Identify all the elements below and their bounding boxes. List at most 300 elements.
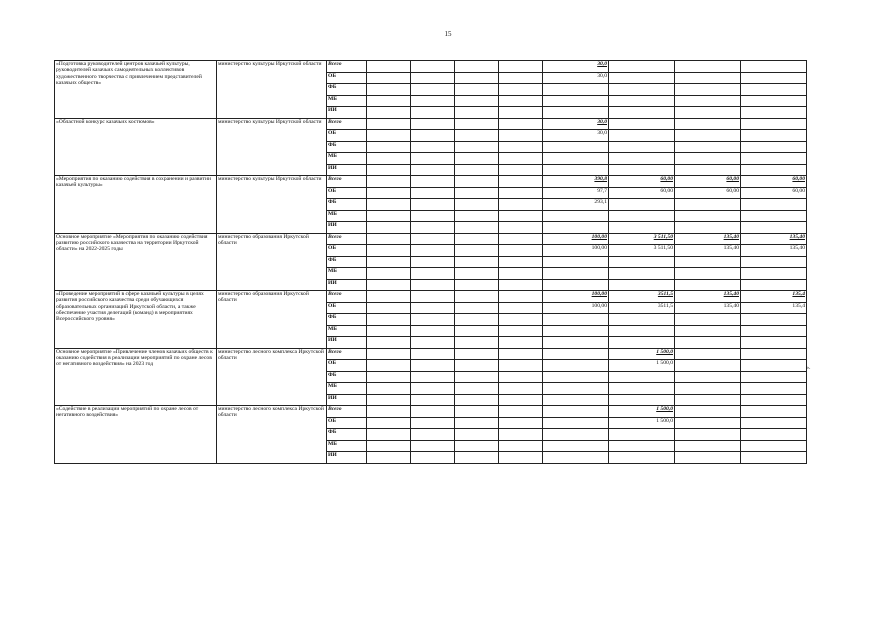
amount-cell [455, 141, 499, 153]
amount-cell [455, 164, 499, 176]
amount-cell [367, 164, 411, 176]
funding-source-cell: МБ [327, 210, 367, 222]
amount-cell [741, 153, 807, 165]
amount-cell [367, 452, 411, 464]
amount-cell [741, 84, 807, 96]
amount-cell [367, 199, 411, 211]
amount-cell: 135,40 [741, 245, 807, 257]
amount-cell [675, 95, 741, 107]
funding-source-cell: Всего [327, 406, 367, 418]
amount-cell [675, 325, 741, 337]
funding-source-cell: ОБ [327, 360, 367, 372]
amount-cell [455, 210, 499, 222]
amount-cell [499, 325, 543, 337]
amount-cell [543, 417, 609, 429]
amount-cell [411, 256, 455, 268]
budget-table [54, 60, 807, 464]
amount-cell [499, 406, 543, 418]
table-row [55, 291, 807, 303]
amount-cell [411, 245, 455, 257]
amount-cell [411, 130, 455, 142]
amount-cell [609, 337, 675, 349]
amount-cell [741, 61, 807, 73]
amount-cell [411, 268, 455, 280]
amount-cell [675, 153, 741, 165]
amount-cell [411, 164, 455, 176]
funding-source-cell: ИИ [327, 279, 367, 291]
amount-cell [741, 371, 807, 383]
amount-cell [411, 302, 455, 314]
amount-cell [609, 383, 675, 395]
amount-cell [609, 141, 675, 153]
amount-cell [675, 141, 741, 153]
funding-source-cell: Всего [327, 291, 367, 303]
amount-cell [675, 118, 741, 130]
amount-cell [741, 406, 807, 418]
amount-cell [609, 107, 675, 119]
funding-source-cell: МБ [327, 440, 367, 452]
amount-cell [543, 95, 609, 107]
activity-name-cell: Основное мероприятие «Привлечение членов казачьих обществ к оказанию содействия в реализации мероприятий по охране лесов от негативного воздействия» на 2023 год [55, 348, 217, 406]
amount-cell [411, 360, 455, 372]
amount-cell: 1 500,0 [609, 360, 675, 372]
amount-cell [455, 325, 499, 337]
amount-cell [543, 371, 609, 383]
amount-cell [499, 210, 543, 222]
amount-cell [675, 406, 741, 418]
amount-cell [455, 417, 499, 429]
amount-cell [675, 268, 741, 280]
amount-cell [367, 153, 411, 165]
amount-cell [455, 84, 499, 96]
amount-cell [499, 440, 543, 452]
amount-cell [411, 210, 455, 222]
amount-cell [411, 452, 455, 464]
executor-cell: министерство образования Иркутской области [217, 291, 327, 349]
amount-cell [411, 291, 455, 303]
amount-cell: 135,40 [675, 302, 741, 314]
amount-cell [499, 337, 543, 349]
amount-cell [367, 118, 411, 130]
amount-cell: 3 511,50 [609, 233, 675, 245]
amount-cell [741, 360, 807, 372]
amount-cell [609, 164, 675, 176]
amount-cell [675, 164, 741, 176]
amount-cell [741, 337, 807, 349]
funding-source-cell: Всего [327, 348, 367, 360]
funding-source-cell: ИИ [327, 107, 367, 119]
amount-cell [455, 383, 499, 395]
amount-cell [499, 245, 543, 257]
amount-cell: 100,00 [543, 245, 609, 257]
amount-cell [411, 233, 455, 245]
amount-cell: 30,0 [543, 118, 609, 130]
amount-cell [609, 256, 675, 268]
amount-cell: 30,0 [543, 72, 609, 84]
amount-cell [455, 279, 499, 291]
amount-cell [367, 360, 411, 372]
amount-cell [543, 268, 609, 280]
amount-cell [499, 268, 543, 280]
amount-cell [411, 118, 455, 130]
amount-cell [455, 107, 499, 119]
amount-cell [609, 314, 675, 326]
amount-cell [609, 452, 675, 464]
amount-cell [499, 256, 543, 268]
amount-cell [609, 95, 675, 107]
amount-cell [609, 429, 675, 441]
amount-cell [367, 417, 411, 429]
closing-quote-mark: ». [806, 365, 811, 371]
amount-cell: 3 511,50 [609, 245, 675, 257]
amount-cell [609, 325, 675, 337]
amount-cell [499, 314, 543, 326]
amount-cell [741, 394, 807, 406]
amount-cell: 60,00 [741, 176, 807, 188]
amount-cell [543, 141, 609, 153]
amount-cell: 100,00 [543, 291, 609, 303]
funding-source-cell: ИИ [327, 222, 367, 234]
amount-cell [367, 245, 411, 257]
amount-cell [499, 279, 543, 291]
amount-cell [543, 164, 609, 176]
amount-cell [455, 61, 499, 73]
amount-cell [543, 210, 609, 222]
amount-cell [741, 440, 807, 452]
amount-cell [499, 233, 543, 245]
amount-cell [741, 95, 807, 107]
amount-cell: 97,7 [543, 187, 609, 199]
amount-cell: 135,40 [675, 291, 741, 303]
funding-source-cell: Всего [327, 233, 367, 245]
amount-cell [367, 291, 411, 303]
amount-cell [499, 72, 543, 84]
amount-cell [499, 164, 543, 176]
executor-cell: министерство образования Иркутской области [217, 233, 327, 291]
amount-cell [543, 406, 609, 418]
amount-cell [367, 95, 411, 107]
activity-name-cell: «Подготовка руководителей центров казачьей культуры, руководителей казачьих самодеятельных коллективов художественного творчества с привлечением представителей казачьих обществ» [55, 61, 217, 119]
amount-cell: 1 500,0 [609, 348, 675, 360]
amount-cell [543, 314, 609, 326]
table-row [55, 176, 807, 188]
amount-cell [367, 348, 411, 360]
amount-cell [455, 130, 499, 142]
amount-cell [411, 176, 455, 188]
amount-cell [543, 394, 609, 406]
amount-cell [499, 107, 543, 119]
amount-cell [675, 337, 741, 349]
amount-cell: 30,0 [543, 61, 609, 73]
funding-source-cell: ИИ [327, 394, 367, 406]
amount-cell [455, 371, 499, 383]
amount-cell [367, 72, 411, 84]
amount-cell [367, 84, 411, 96]
funding-source-cell: Всего [327, 176, 367, 188]
amount-cell [543, 107, 609, 119]
amount-cell [675, 130, 741, 142]
amount-cell [455, 452, 499, 464]
amount-cell [411, 84, 455, 96]
amount-cell [609, 371, 675, 383]
funding-source-cell: МБ [327, 153, 367, 165]
amount-cell [411, 348, 455, 360]
amount-cell [741, 199, 807, 211]
amount-cell [499, 394, 543, 406]
amount-cell: 60,00 [609, 187, 675, 199]
amount-cell [411, 314, 455, 326]
amount-cell [411, 222, 455, 234]
amount-cell [499, 84, 543, 96]
amount-cell: 293,1 [543, 199, 609, 211]
amount-cell [499, 417, 543, 429]
amount-cell [609, 72, 675, 84]
amount-cell [675, 440, 741, 452]
page-number: 15 [444, 30, 452, 38]
amount-cell [675, 256, 741, 268]
executor-cell: министерство лесного комплекса Иркутской области [217, 406, 327, 464]
amount-cell [741, 314, 807, 326]
amount-cell [367, 233, 411, 245]
amount-cell [675, 210, 741, 222]
amount-cell [675, 417, 741, 429]
amount-cell [499, 371, 543, 383]
amount-cell [455, 406, 499, 418]
amount-cell [411, 417, 455, 429]
amount-cell [499, 222, 543, 234]
amount-cell [609, 210, 675, 222]
amount-cell [367, 130, 411, 142]
amount-cell [741, 383, 807, 395]
amount-cell: 100,00 [543, 233, 609, 245]
amount-cell [455, 199, 499, 211]
amount-cell [741, 130, 807, 142]
amount-cell [455, 314, 499, 326]
table-row [55, 233, 807, 245]
funding-source-cell: ИИ [327, 337, 367, 349]
amount-cell [609, 84, 675, 96]
amount-cell [367, 325, 411, 337]
amount-cell [367, 222, 411, 234]
amount-cell [411, 199, 455, 211]
amount-cell [499, 383, 543, 395]
amount-cell: 390,8 [543, 176, 609, 188]
amount-cell [367, 256, 411, 268]
amount-cell [543, 383, 609, 395]
amount-cell [367, 383, 411, 395]
amount-cell [411, 153, 455, 165]
amount-cell [609, 61, 675, 73]
executor-cell: министерство культуры Иркутской области [217, 118, 327, 176]
amount-cell [499, 95, 543, 107]
amount-cell [367, 279, 411, 291]
funding-source-cell: МБ [327, 268, 367, 280]
amount-cell [675, 394, 741, 406]
funding-source-cell: ОБ [327, 302, 367, 314]
funding-source-cell: МБ [327, 95, 367, 107]
amount-cell [455, 187, 499, 199]
amount-cell [367, 141, 411, 153]
amount-cell [367, 429, 411, 441]
amount-cell [609, 118, 675, 130]
amount-cell [499, 452, 543, 464]
funding-source-cell: ИИ [327, 164, 367, 176]
amount-cell [543, 256, 609, 268]
amount-cell [741, 429, 807, 441]
amount-cell [543, 84, 609, 96]
amount-cell: 135,4 [741, 291, 807, 303]
amount-cell [675, 279, 741, 291]
amount-cell [499, 360, 543, 372]
amount-cell [675, 452, 741, 464]
amount-cell [411, 95, 455, 107]
executor-cell: министерство культуры Иркутской области [217, 176, 327, 234]
amount-cell: 60,00 [741, 187, 807, 199]
amount-cell [367, 440, 411, 452]
amount-cell: 135,40 [741, 233, 807, 245]
funding-source-cell: МБ [327, 383, 367, 395]
table-row [55, 348, 807, 360]
amount-cell [411, 440, 455, 452]
amount-cell [741, 107, 807, 119]
amount-cell [367, 176, 411, 188]
amount-cell [455, 256, 499, 268]
amount-cell [499, 199, 543, 211]
amount-cell [543, 337, 609, 349]
amount-cell [455, 360, 499, 372]
amount-cell [609, 268, 675, 280]
amount-cell [455, 153, 499, 165]
amount-cell [411, 325, 455, 337]
amount-cell [675, 383, 741, 395]
funding-source-cell: ФБ [327, 199, 367, 211]
funding-source-cell: ФБ [327, 84, 367, 96]
amount-cell: 3511,5 [609, 291, 675, 303]
amount-cell [675, 348, 741, 360]
amount-cell [455, 72, 499, 84]
amount-cell [675, 371, 741, 383]
amount-cell [675, 72, 741, 84]
amount-cell: 1 500,0 [609, 417, 675, 429]
activity-name-cell: Основное мероприятие «Мероприятия по оказанию содействия развитию российского казачества на территории Иркутской области» на 2022-2025 годы [55, 233, 217, 291]
amount-cell [367, 268, 411, 280]
activity-name-cell: «Областной конкурс казачьих костюмов» [55, 118, 217, 176]
amount-cell [499, 302, 543, 314]
funding-source-cell: ОБ [327, 130, 367, 142]
amount-cell: 60,00 [675, 176, 741, 188]
amount-cell [455, 245, 499, 257]
amount-cell [499, 153, 543, 165]
amount-cell: 135,40 [675, 233, 741, 245]
amount-cell [367, 406, 411, 418]
amount-cell [741, 348, 807, 360]
amount-cell [609, 222, 675, 234]
amount-cell: 60,00 [609, 176, 675, 188]
amount-cell [499, 429, 543, 441]
amount-cell [455, 118, 499, 130]
amount-cell [543, 153, 609, 165]
amount-cell [741, 325, 807, 337]
funding-source-cell: ОБ [327, 187, 367, 199]
activity-name-cell: «Содействие в реализации мероприятий по охране лесов от негативного воздействия» [55, 406, 217, 464]
amount-cell: 1 500,0 [609, 406, 675, 418]
amount-cell [741, 118, 807, 130]
amount-cell [455, 394, 499, 406]
amount-cell [741, 256, 807, 268]
amount-cell: 135,4 [741, 302, 807, 314]
amount-cell [499, 141, 543, 153]
amount-cell [455, 268, 499, 280]
amount-cell [367, 302, 411, 314]
amount-cell [411, 187, 455, 199]
amount-cell [609, 153, 675, 165]
amount-cell [499, 176, 543, 188]
funding-source-cell: ОБ [327, 417, 367, 429]
amount-cell [411, 61, 455, 73]
amount-cell [455, 291, 499, 303]
amount-cell [675, 107, 741, 119]
funding-source-cell: Всего [327, 61, 367, 73]
amount-cell [411, 371, 455, 383]
amount-cell [609, 394, 675, 406]
amount-cell [675, 429, 741, 441]
funding-source-cell: ОБ [327, 245, 367, 257]
funding-source-cell: Всего [327, 118, 367, 130]
amount-cell [499, 118, 543, 130]
funding-source-cell: ФБ [327, 141, 367, 153]
funding-source-cell: ФБ [327, 429, 367, 441]
amount-cell [411, 406, 455, 418]
amount-cell [741, 268, 807, 280]
amount-cell: 100,00 [543, 302, 609, 314]
executor-cell: министерство культуры Иркутской области [217, 61, 327, 119]
amount-cell [367, 61, 411, 73]
funding-source-cell: ФБ [327, 256, 367, 268]
table-row [55, 406, 807, 418]
activity-name-cell: «Мероприятия по оказанию содействия в сохранении и развитии казачьей культуры» [55, 176, 217, 234]
amount-cell [675, 84, 741, 96]
amount-cell [741, 72, 807, 84]
amount-cell [411, 383, 455, 395]
amount-cell [609, 130, 675, 142]
amount-cell [543, 360, 609, 372]
table-row [55, 118, 807, 130]
amount-cell [455, 222, 499, 234]
amount-cell [741, 141, 807, 153]
amount-cell [543, 440, 609, 452]
amount-cell [609, 440, 675, 452]
amount-cell [499, 61, 543, 73]
funding-source-cell: ФБ [327, 314, 367, 326]
executor-cell: министерство лесного комплекса Иркутской области [217, 348, 327, 406]
amount-cell [741, 452, 807, 464]
amount-cell [609, 199, 675, 211]
amount-cell [741, 210, 807, 222]
amount-cell [455, 440, 499, 452]
amount-cell [367, 107, 411, 119]
amount-cell [499, 130, 543, 142]
amount-cell [455, 429, 499, 441]
funding-source-cell: ОБ [327, 72, 367, 84]
amount-cell [411, 337, 455, 349]
amount-cell [455, 233, 499, 245]
funding-source-cell: ИИ [327, 452, 367, 464]
funding-source-cell: ФБ [327, 371, 367, 383]
amount-cell [367, 394, 411, 406]
amount-cell [411, 279, 455, 291]
amount-cell [543, 279, 609, 291]
amount-cell [609, 279, 675, 291]
